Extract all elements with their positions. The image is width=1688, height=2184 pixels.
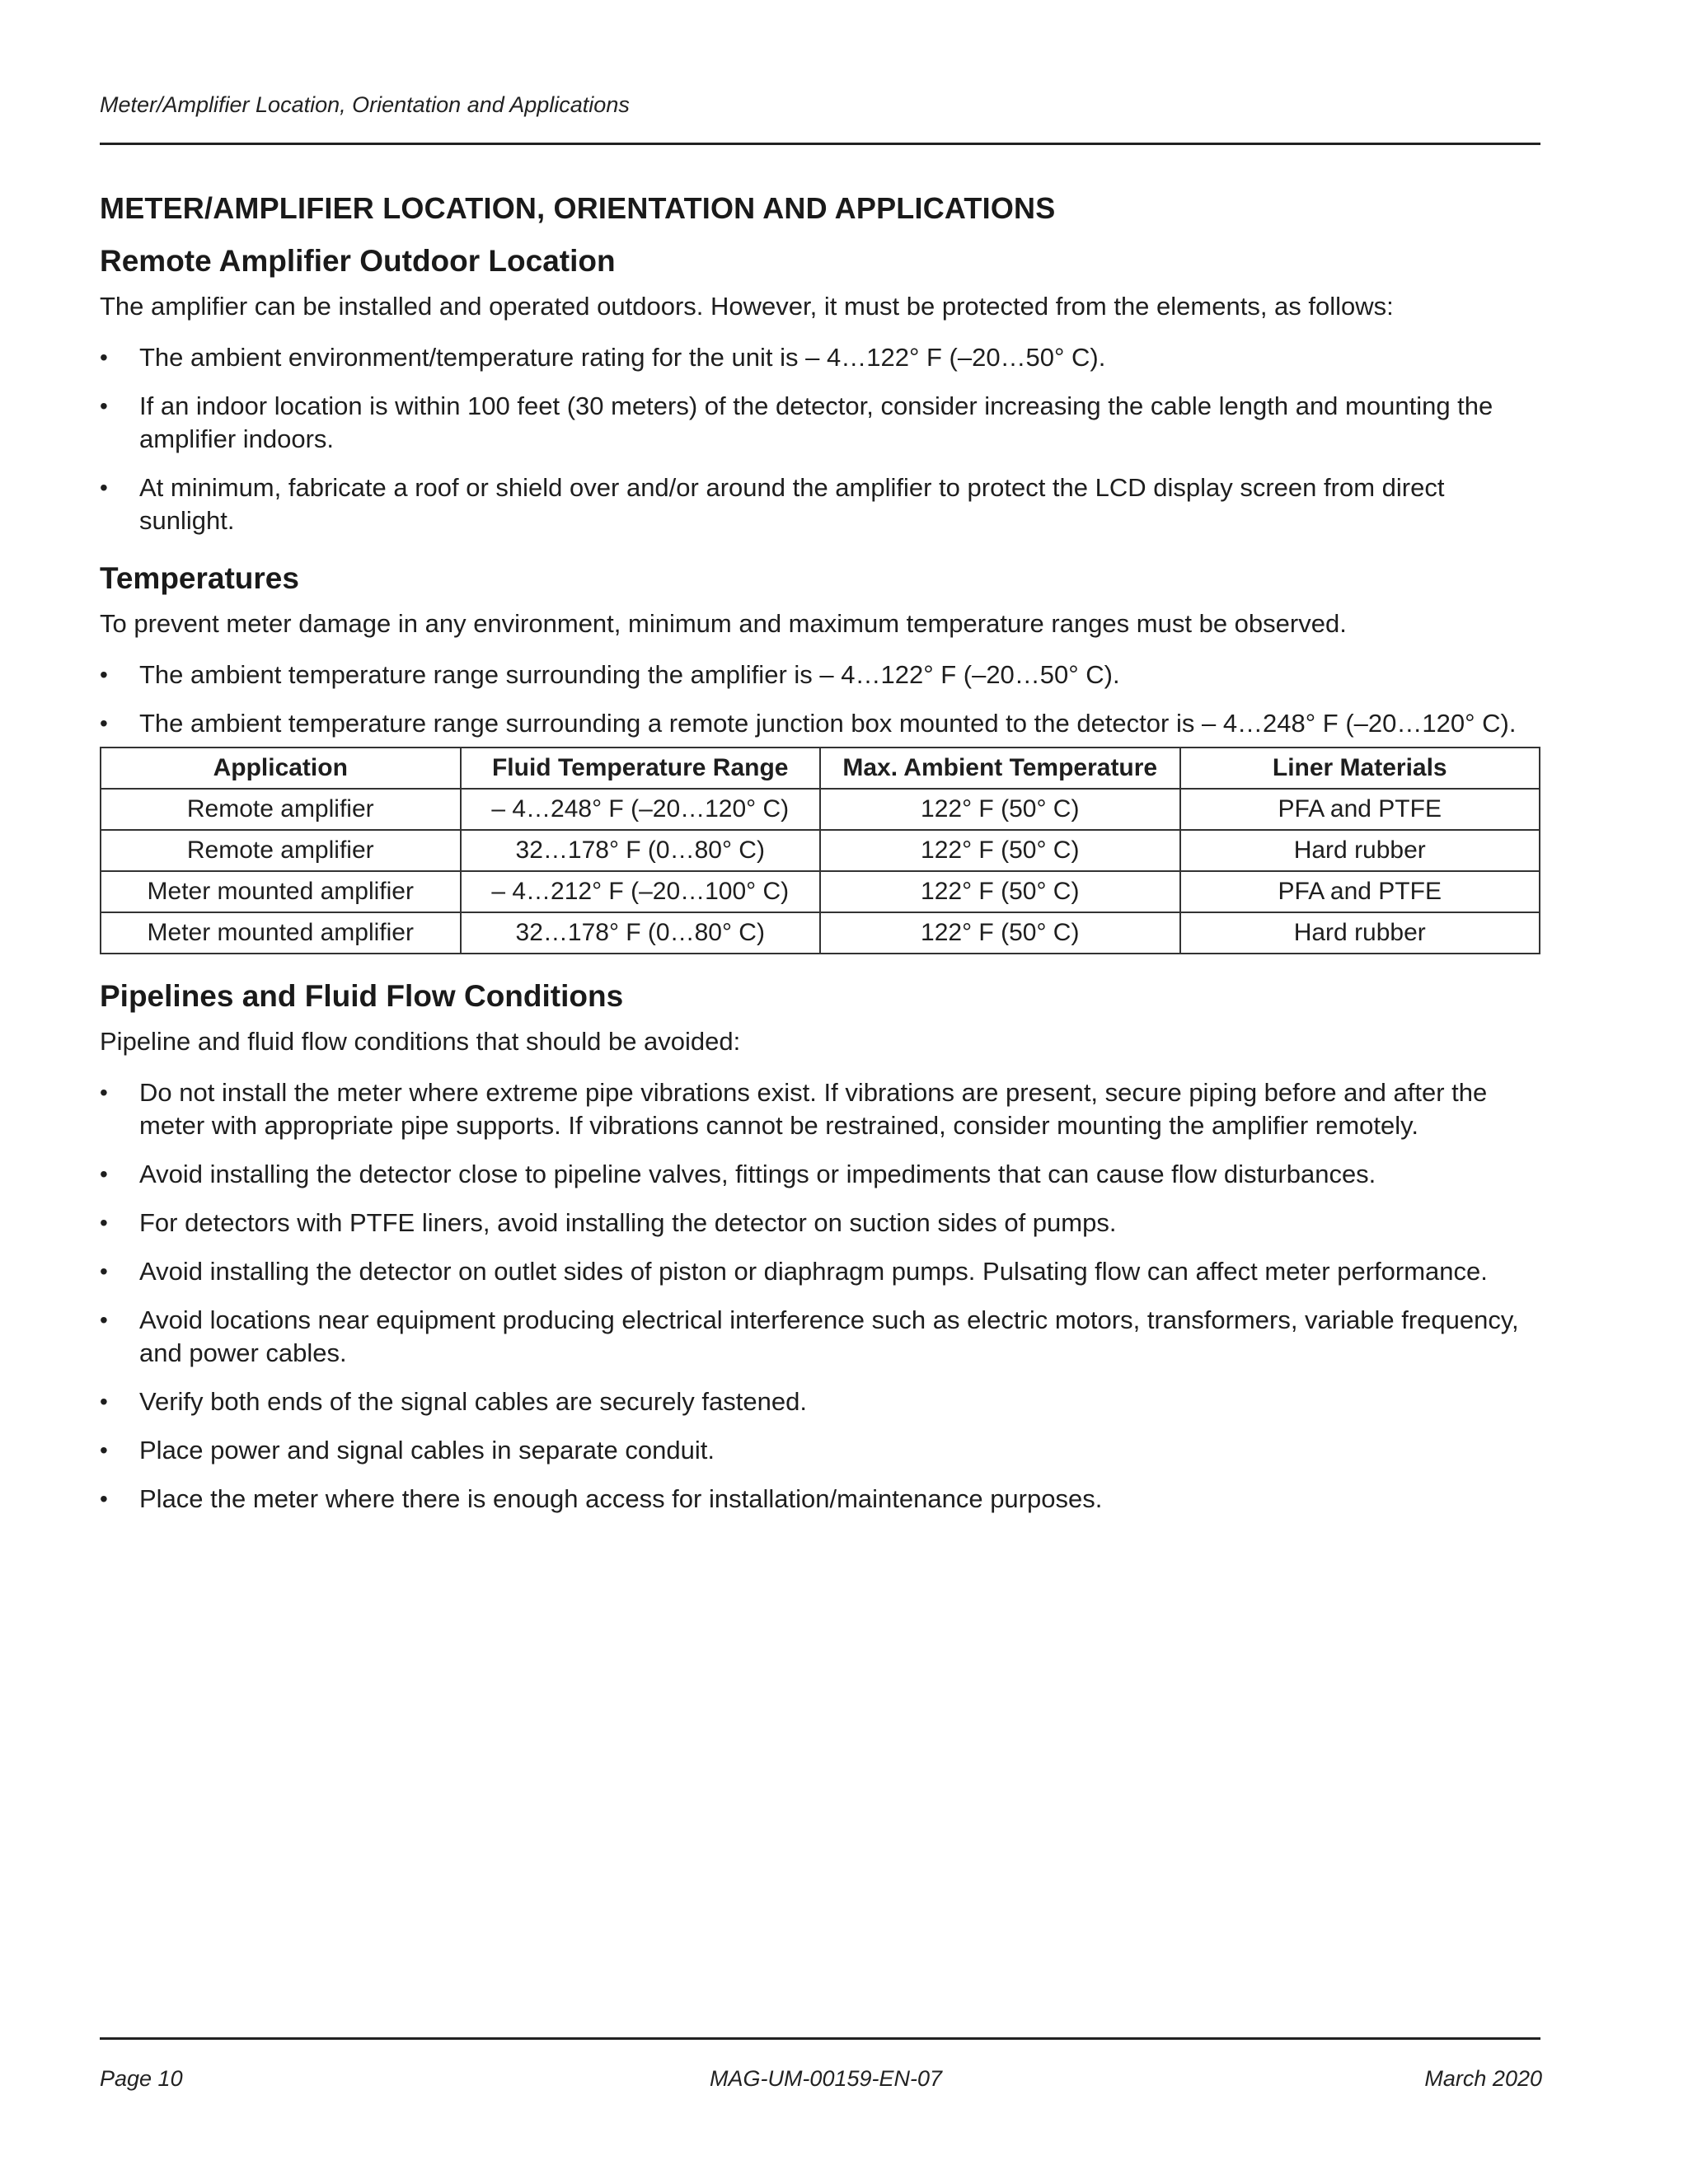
list-item-text: Avoid locations near equipment producing electrical interference such as electric motors, transformers, variable frequency, and power cables. xyxy=(139,1305,1519,1367)
column-header: Application xyxy=(101,748,461,789)
bullet-icon: • xyxy=(100,1161,108,1187)
page-number: Page 10 xyxy=(100,2066,183,2091)
bullet-icon: • xyxy=(100,1437,108,1463)
footer-rule xyxy=(100,2037,1540,2040)
list-item xyxy=(100,1076,1542,1142)
list-item-text: Avoid installing the detector close to pipeline valves, fittings or impediments that can cause flow disturbances. xyxy=(139,1160,1376,1188)
publication-date: March 2020 xyxy=(1424,2066,1542,2091)
list-item-text: Avoid installing the detector on outlet sides of piston or diaphragm pumps. Pulsating flow can affect meter performance. xyxy=(139,1257,1488,1286)
bullet-list xyxy=(100,658,1542,740)
list-item-text: Place the meter where there is enough access for installation/maintenance purposes. xyxy=(139,1484,1103,1513)
list-item-text: The ambient environment/temperature rating for the unit is – 4…122° F (–20…50° C). xyxy=(139,343,1106,372)
table-row xyxy=(101,912,1540,954)
document-id: MAG-UM-00159-EN-07 xyxy=(709,2066,943,2091)
table-cell: – 4…248° F (–20…120° C) xyxy=(461,789,821,830)
section-intro: Pipeline and fluid flow conditions that should be avoided: xyxy=(100,1027,741,1056)
table-cell: Meter mounted amplifier xyxy=(101,871,461,912)
bullet-icon: • xyxy=(100,1080,108,1105)
section-heading-temperatures: Temperatures xyxy=(100,561,299,595)
bullet-list xyxy=(100,341,1542,537)
bullet-icon: • xyxy=(100,710,108,736)
section-intro: The amplifier can be installed and operated outdoors. However, it must be protected from the elements, as follows: xyxy=(100,292,1394,321)
section-heading-pipelines: Pipelines and Fluid Flow Conditions xyxy=(100,979,624,1013)
section-intro: To prevent meter damage in any environment, minimum and maximum temperature ranges must be observed. xyxy=(100,609,1347,638)
section-heading-outdoor-location: Remote Amplifier Outdoor Location xyxy=(100,244,616,278)
table-cell: Hard rubber xyxy=(1180,912,1540,954)
temperature-table xyxy=(100,747,1540,954)
list-item xyxy=(100,471,1542,537)
bullet-list xyxy=(100,1076,1542,1516)
bullet-icon: • xyxy=(100,1389,108,1414)
list-item-text: At minimum, fabricate a roof or shield over and/or around the amplifier to protect the LCD display screen from direct sunlight. xyxy=(139,473,1445,535)
list-item xyxy=(100,1385,1542,1418)
list-item xyxy=(100,1158,1542,1191)
bullet-icon: • xyxy=(100,1210,108,1235)
list-item xyxy=(100,1483,1542,1516)
table-cell: Remote amplifier xyxy=(101,830,461,871)
list-item xyxy=(100,1434,1542,1467)
bullet-icon: • xyxy=(100,1486,108,1511)
table-row xyxy=(101,871,1540,912)
list-item xyxy=(100,658,1542,691)
table-cell: 122° F (50° C) xyxy=(820,912,1180,954)
list-item-text: The ambient temperature range surrounding the amplifier is – 4…122° F (–20…50° C). xyxy=(139,660,1120,689)
bullet-icon: • xyxy=(100,475,108,500)
header-rule xyxy=(100,143,1540,145)
bullet-icon: • xyxy=(100,1307,108,1333)
list-item-text: For detectors with PTFE liners, avoid installing the detector on suction sides of pumps. xyxy=(139,1208,1117,1237)
table-cell: 32…178° F (0…80° C) xyxy=(461,830,821,871)
list-item xyxy=(100,1207,1542,1240)
list-item-text: Place power and signal cables in separate conduit. xyxy=(139,1436,715,1465)
bullet-icon: • xyxy=(100,662,108,687)
table-row xyxy=(101,830,1540,871)
list-item-text: Do not install the meter where extreme pipe vibrations exist. If vibrations are present, secure piping before and after the meter with appropriate pipe supports. If vibrations cannot be restrained, consider mounting the amplifier remotely. xyxy=(139,1078,1488,1140)
list-item xyxy=(100,341,1542,374)
list-item xyxy=(100,1304,1542,1370)
column-header: Fluid Temperature Range xyxy=(461,748,821,789)
page-title: METER/AMPLIFIER LOCATION, ORIENTATION AND APPLICATIONS xyxy=(100,191,1056,225)
bullet-icon: • xyxy=(100,1258,108,1284)
table-cell: 122° F (50° C) xyxy=(820,789,1180,830)
table-cell: Remote amplifier xyxy=(101,789,461,830)
table-cell: PFA and PTFE xyxy=(1180,871,1540,912)
column-header: Liner Materials xyxy=(1180,748,1540,789)
main-content xyxy=(100,191,1542,1531)
list-item xyxy=(100,707,1542,740)
table-header-row xyxy=(101,748,1540,789)
list-item xyxy=(100,390,1542,456)
table-cell: 122° F (50° C) xyxy=(820,871,1180,912)
table-cell: 32…178° F (0…80° C) xyxy=(461,912,821,954)
table-cell: – 4…212° F (–20…100° C) xyxy=(461,871,821,912)
list-item xyxy=(100,1255,1542,1288)
running-header: Meter/Amplifier Location, Orientation and Applications xyxy=(100,92,630,117)
table-cell: PFA and PTFE xyxy=(1180,789,1540,830)
table-cell: 122° F (50° C) xyxy=(820,830,1180,871)
bullet-icon: • xyxy=(100,344,108,370)
list-item-text: Verify both ends of the signal cables are securely fastened. xyxy=(139,1387,807,1416)
table-cell: Meter mounted amplifier xyxy=(101,912,461,954)
list-item-text: If an indoor location is within 100 feet (30 meters) of the detector, consider increasing the cable length and mounting the amplifier indoors. xyxy=(139,391,1493,453)
list-item-text: The ambient temperature range surrounding a remote junction box mounted to the detector is – 4…248° F (–20…120° C). xyxy=(139,709,1517,738)
column-header: Max. Ambient Temperature xyxy=(820,748,1180,789)
table-row xyxy=(101,789,1540,830)
bullet-icon: • xyxy=(100,393,108,419)
table-cell: Hard rubber xyxy=(1180,830,1540,871)
